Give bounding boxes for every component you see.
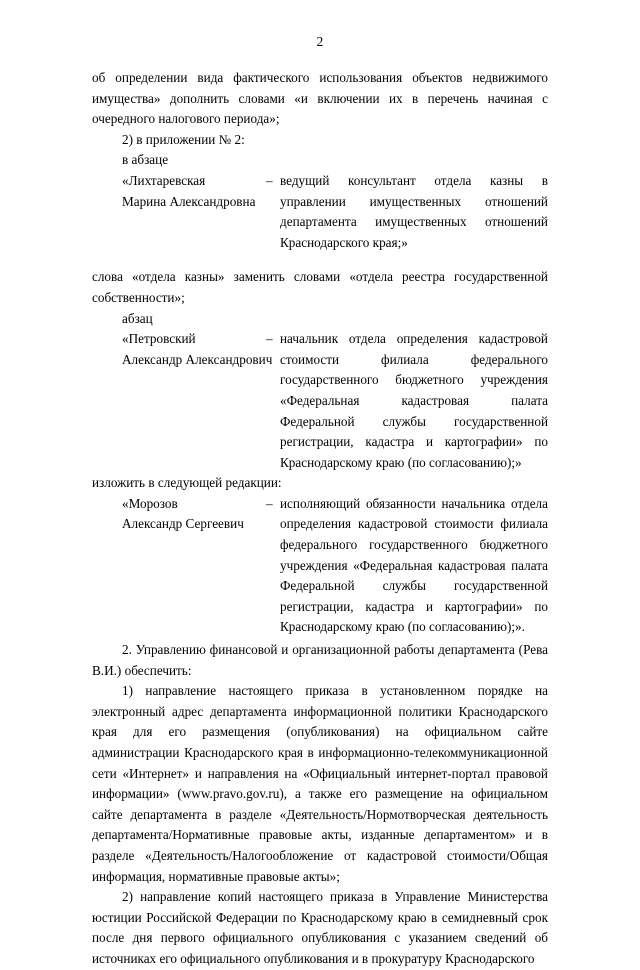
entry-dash: – — [266, 331, 273, 347]
paragraph-v-abzace: в абзаце — [122, 152, 169, 168]
entry-name-line: «Морозов — [122, 495, 178, 511]
paragraph-slova-otdela-kazny: слова «отдела казны» заменить словами «отдела реестра государственной собственности»; — [92, 269, 548, 305]
paragraph-item-1-napravlenie: 1) направление настоящего приказа в установленном порядке на электронный адрес департамента информационной политики Краснодарского края для его размещения (опубликования) на официальном сайте администрации Краснодарского края в информационно-телекоммуникационной сети «Интернет» и направления на «Официальный интернет-портал правовой информации» (www.pravo.gov.ru), а также его размещение на официальном сайте департамента в разделе «Деятельность/Нормотворческая деятельность департамента/Нормативные правовые акты, изданные департаментом» и в разделе «Деятельность/Налогообложение от кадастровой стоимости/Общая информация, нормативные правовые акты»; — [92, 683, 548, 884]
entry-petrovskiy — [92, 329, 548, 473]
entry-name — [92, 494, 266, 535]
entry-name-line: Александр Сергеевич — [122, 516, 244, 532]
page-number: 2 — [316, 34, 324, 49]
entry-name — [92, 171, 266, 212]
entry-name-line: «Лихтаревская — [122, 172, 206, 188]
paragraph-continuation: об определении вида фактического использования объектов недвижимого имущества» дополнить словами «и включении их в перечень начиная с очередного налогового периода»; — [92, 70, 548, 127]
entry-description: начальник отдела определения кадастровой стоимости филиала федерального государственного бюджетного учреждения «Федеральная кадастровая палата Федеральной службы государственной регистрации, кадастра и картографии» по Краснодарскому краю (по согласованию);» — [280, 331, 548, 470]
paragraph-item-2-upravleniyu: 2. Управлению финансовой и организационной работы департамента (Рева В.И.) обеспечить: — [92, 642, 548, 678]
entry-dash: – — [266, 172, 273, 188]
entry-description: ведущий консультант отдела казны в управлении имущественных отношений департамента имущественных отношений Краснодарского края;» — [280, 172, 548, 250]
entry-morozov — [92, 494, 548, 638]
paragraph-izlozhit: изложить в следующей редакции: — [92, 475, 282, 491]
spacer — [92, 253, 548, 267]
paragraph-item-2: 2) в приложении № 2: — [122, 131, 245, 147]
entry-name-line: «Петровский — [122, 331, 196, 347]
entry-description: исполняющий обязанности начальника отдела определения кадастровой стоимости филиала федерального государственного бюджетного учреждения «Федеральная кадастровая палата Федеральной службы государственной регистрации, кадастра и картографии» по Краснодарскому краю (по согласованию);». — [280, 495, 548, 635]
paragraph-item-2-napravlenie: 2) направление копий настоящего приказа в Управление Министерства юстиции Российской Федерации по Краснодарскому краю в семидневный срок после дня первого официального опубликования с указанием сведений об источниках его официального опубликования и в прокуратуру Краснодарского — [92, 889, 548, 966]
entry-name — [92, 329, 273, 370]
entry-name-line: Александр Александрович — [122, 351, 273, 367]
entry-lihtarevskaya — [92, 171, 548, 253]
entry-dash: – — [266, 495, 273, 511]
document-body — [92, 68, 548, 970]
entry-name-line: Марина Александровна — [122, 193, 256, 209]
paragraph-abzac: абзац — [122, 310, 153, 326]
